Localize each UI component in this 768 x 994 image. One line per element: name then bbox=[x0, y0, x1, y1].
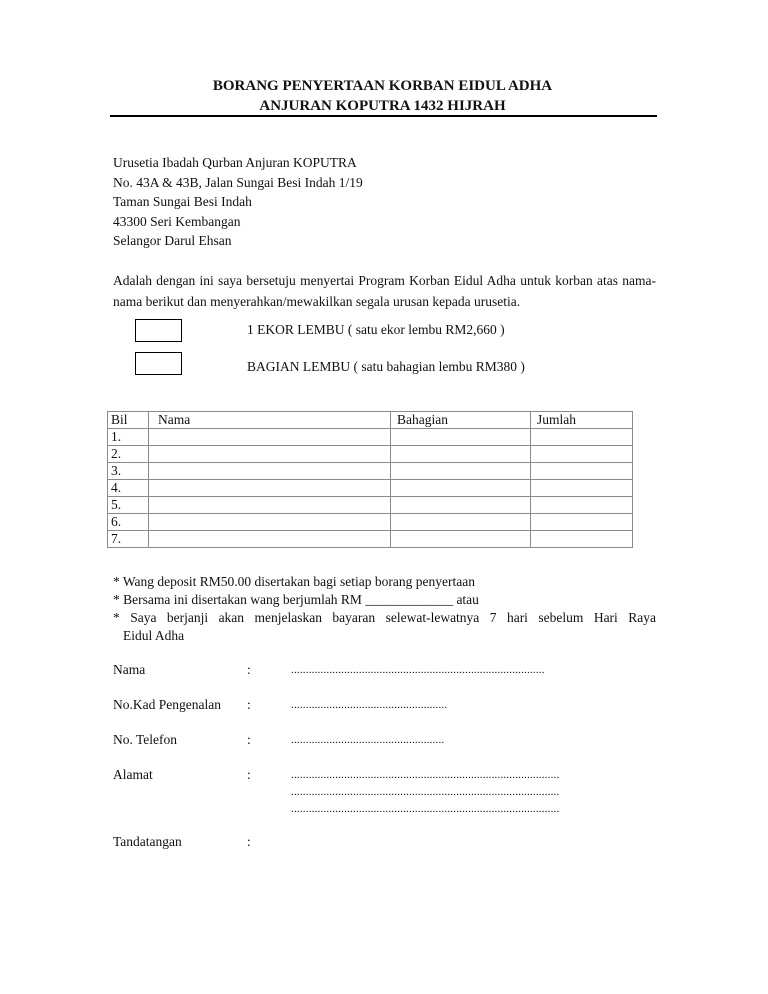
bahagian-cell[interactable] bbox=[391, 446, 531, 463]
note-deposit: * Wang deposit RM50.00 disertakan bagi setiap borang penyertaan bbox=[113, 574, 475, 589]
telefon-label: No. Telefon bbox=[113, 732, 178, 747]
jumlah-cell[interactable] bbox=[531, 446, 633, 463]
address-line: Selangor Darul Ehsan bbox=[113, 233, 232, 248]
ic-colon: : bbox=[247, 697, 251, 712]
nama-cell[interactable] bbox=[149, 429, 391, 446]
form-subtitle: ANJURAN KOPUTRA 1432 HIJRAH bbox=[259, 98, 506, 114]
table-header-row bbox=[108, 412, 633, 429]
table-row bbox=[108, 497, 633, 514]
row-number: 1. bbox=[108, 429, 149, 446]
nama-cell[interactable] bbox=[149, 480, 391, 497]
ic-label: No.Kad Pengenalan bbox=[113, 697, 221, 712]
header-nama: Nama bbox=[149, 412, 391, 429]
alamat-input-line-3[interactable]: ........................................................................................... bbox=[291, 803, 560, 815]
table-row bbox=[108, 480, 633, 497]
bahagian-cell[interactable] bbox=[391, 429, 531, 446]
table-row bbox=[108, 531, 633, 548]
bahagian-cell[interactable] bbox=[391, 463, 531, 480]
telefon-colon: : bbox=[247, 732, 251, 747]
jumlah-cell[interactable] bbox=[531, 497, 633, 514]
option-cow-share-label: BAGIAN LEMBU ( satu bahagian lembu RM380 ) bbox=[247, 359, 525, 374]
title-divider bbox=[110, 115, 657, 117]
notes-block bbox=[113, 573, 656, 645]
nama-cell[interactable] bbox=[149, 446, 391, 463]
header-bil: Bil bbox=[108, 412, 149, 429]
nama-colon: : bbox=[247, 662, 251, 677]
bahagian-cell[interactable] bbox=[391, 514, 531, 531]
jumlah-cell[interactable] bbox=[531, 531, 633, 548]
form-title: BORANG PENYERTAAN KORBAN EIDUL ADHA bbox=[212, 78, 553, 94]
intro-paragraph: Adalah dengan ini saya bersetuju menyertai Program Korban Eidul Adha untuk korban atas nama-nama berikut dan menyerahkan/mewakilkan segala urusan kepada urusetia. bbox=[113, 273, 656, 309]
note-payment-amount: * Bersama ini disertakan wang berjumlah RM _____________ atau bbox=[113, 592, 479, 607]
row-number: 3. bbox=[108, 463, 149, 480]
alamat-colon: : bbox=[247, 767, 251, 782]
option-cow-share-checkbox[interactable] bbox=[135, 352, 182, 375]
address-line: No. 43A & 43B, Jalan Sungai Besi Indah 1/19 bbox=[113, 174, 363, 190]
table-row bbox=[108, 514, 633, 531]
note-promise-cont: Eidul Adha bbox=[123, 628, 185, 643]
nama-input-line[interactable]: ...................................................................................... bbox=[291, 664, 545, 676]
row-number: 6. bbox=[108, 514, 149, 531]
note-promise: * Saya berjanji akan menjelaskan bayaran selewat-lewatnya 7 hari sebelum Hari Raya bbox=[113, 610, 656, 625]
row-number: 5. bbox=[108, 497, 149, 514]
tandatangan-label: Tandatangan bbox=[113, 834, 182, 849]
option-whole-cow-label: 1 EKOR LEMBU ( satu ekor lembu RM2,660 ) bbox=[247, 322, 505, 337]
participants-table bbox=[107, 411, 633, 548]
option-whole-cow-checkbox[interactable] bbox=[135, 319, 182, 342]
bahagian-cell[interactable] bbox=[391, 497, 531, 514]
header-bahagian: Bahagian bbox=[391, 412, 531, 429]
row-number: 4. bbox=[108, 480, 149, 497]
address-line: 43300 Seri Kembangan bbox=[113, 213, 241, 229]
bahagian-cell[interactable] bbox=[391, 531, 531, 548]
jumlah-cell[interactable] bbox=[531, 480, 633, 497]
row-number: 2. bbox=[108, 446, 149, 463]
alamat-label: Alamat bbox=[113, 767, 153, 782]
header-jumlah: Jumlah bbox=[531, 412, 633, 429]
jumlah-cell[interactable] bbox=[531, 463, 633, 480]
nama-cell[interactable] bbox=[149, 531, 391, 548]
jumlah-cell[interactable] bbox=[531, 429, 633, 446]
alamat-input-line-2[interactable]: ........................................................................................... bbox=[291, 786, 560, 798]
telefon-input-line[interactable]: .................................................... bbox=[291, 734, 445, 746]
alamat-input-line-1[interactable]: ........................................................................................... bbox=[291, 769, 560, 781]
jumlah-cell[interactable] bbox=[531, 514, 633, 531]
address-block bbox=[113, 153, 363, 251]
row-number: 7. bbox=[108, 531, 149, 548]
table-row bbox=[108, 463, 633, 480]
nama-label: Nama bbox=[113, 662, 146, 677]
nama-cell[interactable] bbox=[149, 497, 391, 514]
tandatangan-colon: : bbox=[247, 834, 251, 849]
nama-cell[interactable] bbox=[149, 514, 391, 531]
bahagian-cell[interactable] bbox=[391, 480, 531, 497]
address-line: Urusetia Ibadah Qurban Anjuran KOPUTRA bbox=[113, 155, 357, 170]
ic-input-line[interactable]: ..................................................... bbox=[291, 699, 448, 711]
table-row bbox=[108, 446, 633, 463]
table-row bbox=[108, 429, 633, 446]
address-line: Taman Sungai Besi Indah bbox=[113, 194, 252, 209]
nama-cell[interactable] bbox=[149, 463, 391, 480]
